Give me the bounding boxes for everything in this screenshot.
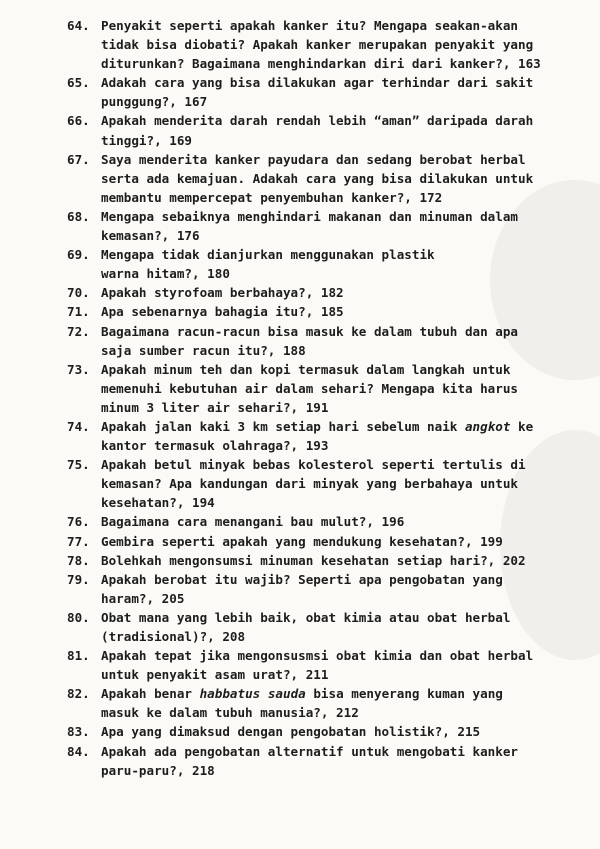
entry-text (101, 417, 587, 455)
entry-number: 70. (67, 285, 90, 301)
entry-line: Apakah jalan kaki 3 km setiap hari sebelum naik angkot ke (101, 418, 534, 434)
entry-line: Bagaimana racun-racun bisa masuk ke dalam tubuh dan apa (101, 323, 519, 339)
entry-number: 74. (67, 418, 90, 434)
italic-term: angkot (464, 418, 511, 434)
toc-entry (67, 360, 587, 417)
entry-line: minum 3 liter air sehari?, 191 (101, 399, 329, 415)
entry-line: kemasan? Apa kandungan dari minyak yang berbahaya untuk (101, 476, 519, 492)
italic-term: habbatus sauda (199, 686, 306, 702)
entry-line: saja sumber racun itu?, 188 (101, 342, 306, 358)
entry-text (101, 512, 587, 531)
entry-line: kemasan?, 176 (101, 228, 200, 244)
entry-line: memenuhi kebutuhan air dalam sehari? Mengapa kita harus (101, 380, 519, 396)
toc-entry (67, 322, 587, 360)
entry-number: 65. (67, 75, 90, 91)
toc-entry (67, 532, 587, 551)
entry-number: 84. (67, 743, 90, 759)
entry-number: 79. (67, 571, 90, 587)
entry-line: Saya menderita kanker payudara dan sedang berobat herbal (101, 151, 526, 167)
entry-line: kantor termasuk olahraga?, 193 (101, 438, 329, 454)
toc-entry (67, 684, 587, 722)
entry-line: Apakah minum teh dan kopi termasuk dalam langkah untuk (101, 361, 511, 377)
entry-number: 68. (67, 208, 90, 224)
entry-line: Apakah benar habbatus sauda bisa menyerang kuman yang (101, 686, 503, 702)
entry-line: diturunkan? Bagaimana menghindarkan diri dari kanker?, 163 (101, 56, 541, 72)
entry-line: warna hitam?, 180 (101, 266, 230, 282)
entry-number: 82. (67, 686, 90, 702)
toc-entry (67, 512, 587, 531)
entry-number: 67. (67, 151, 90, 167)
entry-text (101, 742, 587, 780)
entry-line: serta ada kemajuan. Adakah cara yang bisa dilakukan untuk (101, 170, 534, 186)
entry-line: Apakah berobat itu wajib? Seperti apa pengobatan yang (101, 571, 503, 587)
toc-entry (67, 16, 587, 73)
entry-line: kesehatan?, 194 (101, 495, 215, 511)
table-of-contents (67, 16, 587, 780)
toc-entry (67, 608, 587, 646)
entry-number: 72. (67, 323, 90, 339)
entry-text (101, 302, 587, 321)
entry-line: Apa yang dimaksud dengan pengobatan holistik?, 215 (101, 724, 481, 740)
entry-line: punggung?, 167 (101, 94, 208, 110)
entry-line: Bagaimana cara menangani bau mulut?, 196 (101, 514, 405, 530)
entry-line: untuk penyakit asam urat?, 211 (101, 667, 329, 683)
entry-line: Apakah betul minyak bebas kolesterol seperti tertulis di (101, 457, 526, 473)
toc-entry (67, 742, 587, 780)
entry-text (101, 150, 587, 207)
entry-line: Mengapa sebaiknya menghindari makanan dan minuman dalam (101, 208, 519, 224)
entry-text (101, 283, 587, 302)
entry-line: masuk ke dalam tubuh manusia?, 212 (101, 705, 359, 721)
entry-text (101, 245, 587, 283)
entry-line: (tradisional)?, 208 (101, 629, 246, 644)
entry-number: 71. (67, 304, 90, 320)
entry-number: 73. (67, 361, 90, 377)
toc-entry (67, 302, 587, 321)
toc-entry (67, 551, 587, 570)
entry-number: 76. (67, 514, 90, 530)
toc-entry (67, 111, 587, 149)
toc-entry (67, 646, 587, 684)
entry-line: Adakah cara yang bisa dilakukan agar terhindar dari sakit (101, 75, 534, 91)
entry-line: Penyakit seperti apakah kanker itu? Mengapa seakan-akan (101, 18, 519, 33)
entry-line: Obat mana yang lebih baik, obat kimia atau obat herbal (101, 609, 511, 625)
entry-text (101, 360, 587, 417)
toc-entry (67, 150, 587, 207)
toc-entry (67, 245, 587, 283)
entry-text (101, 16, 587, 73)
entry-line: Apakah tepat jika mengonsusmsi obat kimia dan obat herbal (101, 648, 534, 664)
entry-number: 69. (67, 247, 90, 263)
entry-text (101, 322, 587, 360)
toc-entry (67, 455, 587, 512)
toc-entry (67, 417, 587, 455)
entry-text (101, 722, 587, 741)
entry-line: Apakah ada pengobatan alternatif untuk mengobati kanker (101, 743, 519, 759)
entry-text (101, 111, 587, 149)
entry-line: tinggi?, 169 (101, 132, 192, 148)
entry-line: haram?, 205 (101, 590, 185, 606)
toc-entry (67, 722, 587, 741)
entry-line: membantu mempercepat penyembuhan kanker?, 172 (101, 189, 443, 205)
entry-text (101, 608, 587, 646)
toc-entry (67, 207, 587, 245)
entry-number: 77. (67, 533, 90, 549)
entry-line: Mengapa tidak dianjurkan menggunakan plastik (101, 247, 435, 263)
entry-number: 83. (67, 724, 90, 740)
entry-text (101, 570, 587, 608)
entry-text (101, 207, 587, 245)
entry-line: Gembira seperti apakah yang mendukung kesehatan?, 199 (101, 533, 503, 549)
entry-text (101, 646, 587, 684)
entry-text (101, 551, 587, 570)
entry-number: 81. (67, 648, 90, 664)
toc-entry (67, 570, 587, 608)
entry-number: 80. (67, 609, 90, 625)
entry-text (101, 73, 587, 111)
entry-number: 75. (67, 457, 90, 473)
toc-entry (67, 73, 587, 111)
entry-text (101, 532, 587, 551)
entry-number: 64. (67, 18, 90, 33)
entry-line: Apakah menderita darah rendah lebih “aman” daripada darah (101, 113, 534, 129)
entry-text (101, 684, 587, 722)
toc-entry (67, 283, 587, 302)
entry-line: Apakah styrofoam berbahaya?, 182 (101, 285, 344, 301)
entry-line: tidak bisa diobati? Apakah kanker merupakan penyakit yang (101, 37, 534, 53)
entry-text (101, 455, 587, 512)
entry-line: paru-paru?, 218 (101, 762, 215, 778)
entry-line: Apa sebenarnya bahagia itu?, 185 (101, 304, 344, 320)
entry-line: Bolehkah mengonsumsi minuman kesehatan setiap hari?, 202 (101, 552, 526, 568)
entry-number: 78. (67, 552, 90, 568)
entry-number: 66. (67, 113, 90, 129)
